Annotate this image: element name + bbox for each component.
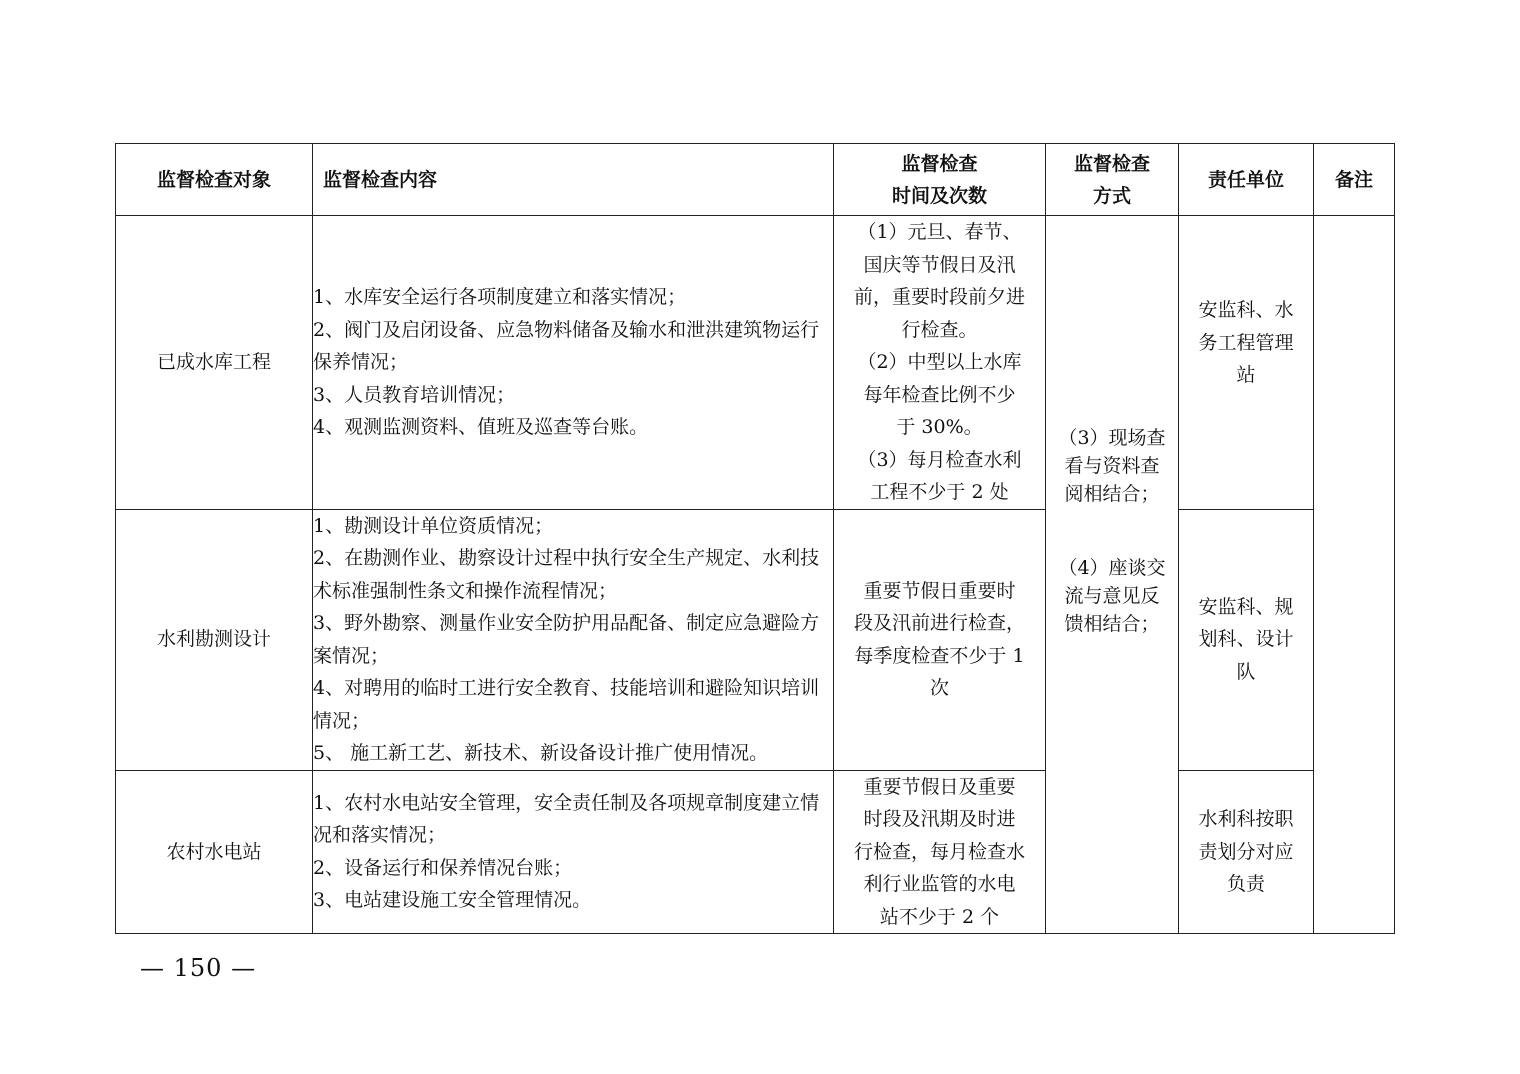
unit-cell bbox=[1179, 770, 1314, 934]
content-cell bbox=[313, 770, 834, 934]
time-line: 段及汛前进行检查， bbox=[853, 612, 1025, 634]
object-cell: 农村水电站 bbox=[116, 770, 313, 934]
time-line: （3）每月检查水利 bbox=[857, 448, 1022, 471]
time-cell bbox=[834, 770, 1046, 934]
time-line: （1）元旦、春节、 bbox=[857, 221, 1022, 243]
header-note: 备注 bbox=[1314, 144, 1395, 216]
content-line: 4、观测监测资料、值班及巡查等台账。 bbox=[313, 416, 649, 438]
content-line: 2、设备运行和保养情况台账； bbox=[313, 856, 573, 879]
table-row bbox=[116, 216, 1395, 510]
header-unit: 责任单位 bbox=[1179, 144, 1314, 216]
content-line: 2、在勘测作业、勘察设计过程中执行安全生产规定、水利技术标准强制性条文和操作流程情况； bbox=[313, 547, 820, 602]
header-object: 监督检查对象 bbox=[116, 144, 313, 216]
time-line: 重要节假日重要时 bbox=[863, 579, 1016, 602]
content-line: 3、人员教育培训情况； bbox=[313, 383, 516, 406]
time-line: （2）中型以上水库 bbox=[857, 351, 1022, 373]
unit-line: 划科、设计 bbox=[1198, 628, 1294, 651]
unit-line: 站 bbox=[1236, 364, 1256, 386]
content-line: 1、农村水电站安全管理，安全责任制及各项规章制度建立情况和落实情况； bbox=[313, 791, 820, 847]
header-time bbox=[834, 144, 1046, 216]
content-line: 1、勘测设计单位资质情况； bbox=[313, 514, 554, 537]
time-line: 每年检查比例不少 bbox=[863, 383, 1016, 406]
time-cell bbox=[834, 509, 1046, 770]
time-line: 重要节假日及重要 bbox=[863, 775, 1016, 798]
content-line: 3、电站建设施工安全管理情况。 bbox=[313, 889, 592, 912]
note-cell bbox=[1314, 216, 1395, 934]
time-line: 行检查。 bbox=[901, 318, 978, 341]
unit-line: 安监科、水 bbox=[1198, 299, 1294, 321]
unit-line: 队 bbox=[1236, 660, 1256, 683]
method-block-discussion bbox=[1046, 508, 1178, 638]
header-time-line1: 监督检查 bbox=[901, 152, 978, 175]
object-cell: 水利勘测设计 bbox=[116, 509, 313, 770]
table-row bbox=[116, 770, 1395, 934]
header-content: 监督检查内容 bbox=[313, 144, 834, 216]
content-line: 1、水库安全运行各项制度建立和落实情况； bbox=[313, 286, 687, 308]
header-method-line2: 方式 bbox=[1092, 184, 1131, 207]
header-time-line2: 时间及次数 bbox=[891, 184, 987, 207]
method-line: （4）座谈交 bbox=[1058, 557, 1166, 579]
unit-line: 安监科、规 bbox=[1198, 595, 1294, 618]
header-method-line1: 监督检查 bbox=[1073, 152, 1150, 175]
content-line: 2、阀门及启闭设备、应急物料储备及输水和泄洪建筑物运行保养情况； bbox=[313, 318, 820, 373]
method-line: 馈相结合； bbox=[1064, 613, 1160, 635]
time-line: 利行业监管的水电 bbox=[863, 873, 1016, 895]
unit-line: 水利科按职 bbox=[1198, 808, 1294, 830]
time-line: 国庆等节假日及汛 bbox=[863, 253, 1016, 276]
unit-line: 务工程管理 bbox=[1198, 331, 1294, 354]
method-cell bbox=[1046, 216, 1179, 934]
unit-line: 负责 bbox=[1226, 873, 1265, 895]
time-line: 于 30%。 bbox=[896, 416, 983, 438]
time-line: 时段及汛期及时进 bbox=[863, 808, 1016, 830]
table-row bbox=[116, 509, 1395, 770]
table-header-row bbox=[116, 144, 1395, 216]
method-line: 看与资料查 bbox=[1064, 455, 1160, 477]
time-line: 行检查，每月检查水 bbox=[853, 840, 1025, 863]
time-line: 站不少于 2 个 bbox=[879, 905, 1000, 928]
time-line: 工程不少于 2 处 bbox=[870, 481, 1009, 503]
time-cell bbox=[834, 216, 1046, 510]
method-line: 阅相结合； bbox=[1064, 483, 1160, 505]
header-method bbox=[1046, 144, 1179, 216]
object-cell: 已成水库工程 bbox=[116, 216, 313, 510]
unit-cell bbox=[1179, 509, 1314, 770]
method-line: 流与意见反 bbox=[1064, 585, 1160, 607]
content-line: 4、对聘用的临时工进行安全教育、技能培训和避险知识培训情况； bbox=[313, 677, 820, 732]
content-cell bbox=[313, 216, 834, 510]
unit-line: 责划分对应 bbox=[1198, 840, 1294, 863]
content-cell bbox=[313, 509, 834, 770]
page-number: — 150 — bbox=[140, 954, 257, 982]
content-line: 3、野外勘察、测量作业安全防护用品配备、制定应急避险方案情况； bbox=[313, 612, 820, 667]
time-line: 前，重要时段前夕进 bbox=[853, 286, 1025, 308]
method-line: （3）现场查 bbox=[1058, 427, 1166, 449]
supervision-table bbox=[115, 143, 1395, 934]
time-line: 次 bbox=[929, 677, 949, 699]
unit-cell bbox=[1179, 216, 1314, 510]
content-line: 5、 施工新工艺、新技术、新设备设计推广使用情况。 bbox=[313, 742, 769, 764]
time-line: 每季度检查不少于 1 bbox=[854, 644, 1025, 667]
method-block-onsite bbox=[1046, 216, 1178, 508]
